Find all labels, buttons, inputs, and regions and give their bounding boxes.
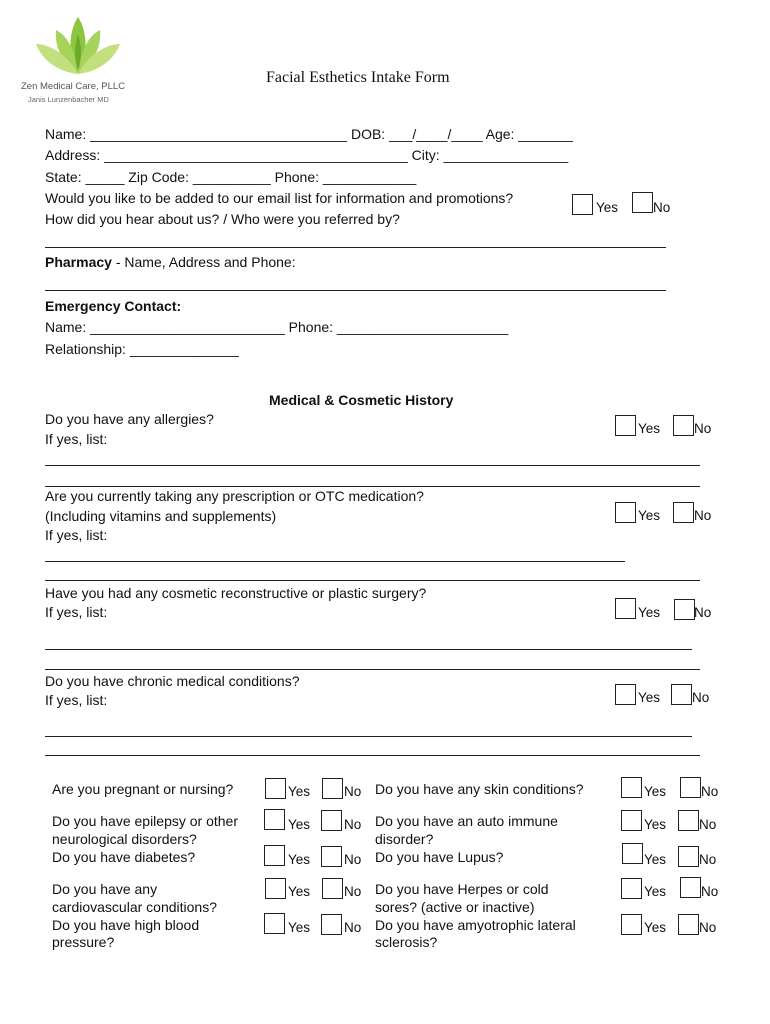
surgery-line-1[interactable]: [45, 649, 692, 650]
herpes-yes-label: Yes: [644, 884, 667, 899]
diabetes-yes-label: Yes: [288, 852, 311, 867]
medication-question: Are you currently taking any prescription or OTC medication?: [45, 488, 424, 504]
blood-pressure-yes-checkbox[interactable]: [264, 913, 285, 934]
lupus-question: Do you have Lupus?: [375, 849, 504, 865]
pregnant-yes-checkbox[interactable]: [265, 778, 286, 799]
email-yes-checkbox[interactable]: [572, 194, 593, 215]
lupus-no-checkbox[interactable]: [678, 846, 699, 867]
history-heading: Medical & Cosmetic History: [269, 392, 454, 408]
medication-yes-checkbox[interactable]: [615, 502, 636, 523]
medication-list-label: If yes, list:: [45, 527, 108, 543]
autoimmune-question: Do you have an auto immune: [375, 813, 558, 829]
cardio-question-cont: cardiovascular conditions?: [52, 899, 217, 915]
surgery-question: Have you had any cosmetic reconstructive or plastic surgery?: [45, 585, 427, 601]
cardio-no-checkbox[interactable]: [322, 878, 343, 899]
address-city-line[interactable]: Address: _______________________________________ City: ________________: [45, 147, 569, 163]
herpes-yes-checkbox[interactable]: [621, 878, 642, 899]
medication-yes-label: Yes: [638, 508, 661, 523]
logo-doctor-name: Janis Lunzenbacher MD: [28, 95, 109, 104]
pregnant-question: Are you pregnant or nursing?: [52, 781, 234, 797]
cardio-no-label: No: [344, 884, 362, 899]
autoimmune-question-cont: disorder?: [375, 831, 434, 847]
als-yes-label: Yes: [644, 920, 667, 935]
pregnant-yes-label: Yes: [288, 784, 311, 799]
pharmacy-bold: Pharmacy: [45, 254, 112, 270]
diabetes-yes-checkbox[interactable]: [264, 845, 285, 866]
allergies-yes-label: Yes: [638, 421, 661, 436]
blood-pressure-question-cont: pressure?: [52, 934, 115, 950]
pharmacy-rest: - Name, Address and Phone:: [111, 254, 296, 270]
allergies-line-2[interactable]: [45, 486, 700, 487]
autoimmune-yes-checkbox[interactable]: [621, 810, 642, 831]
als-no-checkbox[interactable]: [678, 914, 699, 935]
epilepsy-no-checkbox[interactable]: [321, 810, 342, 831]
skin-question: Do you have any skin conditions?: [375, 781, 584, 797]
herpes-question: Do you have Herpes or cold: [375, 881, 549, 897]
pharmacy-answer-line[interactable]: [45, 290, 666, 291]
autoimmune-no-checkbox[interactable]: [678, 810, 699, 831]
allergies-yes-checkbox[interactable]: [615, 415, 636, 436]
cardio-question: Do you have any: [52, 881, 158, 897]
epilepsy-yes-checkbox[interactable]: [264, 809, 285, 830]
chronic-list-label: If yes, list:: [45, 692, 108, 708]
allergies-list-label: If yes, list:: [45, 431, 108, 447]
medication-line-2[interactable]: [45, 580, 700, 581]
autoimmune-yes-label: Yes: [644, 817, 667, 832]
herpes-no-checkbox[interactable]: [680, 877, 701, 898]
cardio-yes-checkbox[interactable]: [265, 878, 286, 899]
chronic-line-1[interactable]: [45, 736, 692, 737]
medication-line-1[interactable]: [45, 561, 625, 562]
blood-pressure-no-checkbox[interactable]: [321, 914, 342, 935]
chronic-yes-label: Yes: [638, 690, 661, 705]
chronic-no-label: No: [692, 690, 710, 705]
allergies-question: Do you have any allergies?: [45, 411, 214, 427]
lotus-logo-icon: [28, 12, 128, 82]
epilepsy-no-label: No: [344, 817, 362, 832]
email-yes-label: Yes: [596, 200, 619, 215]
blood-pressure-no-label: No: [344, 920, 362, 935]
skin-no-label: No: [701, 784, 719, 799]
chronic-line-2[interactable]: [45, 755, 700, 756]
epilepsy-question: Do you have epilepsy or other: [52, 813, 238, 829]
emergency-heading: Emergency Contact:: [45, 298, 182, 314]
pharmacy-label: [45, 254, 296, 270]
chronic-yes-checkbox[interactable]: [615, 684, 636, 705]
emergency-name-phone-line[interactable]: Name: _________________________ Phone: ______________________: [45, 319, 509, 335]
diabetes-no-label: No: [344, 852, 362, 867]
surgery-yes-checkbox[interactable]: [615, 598, 636, 619]
blood-pressure-yes-label: Yes: [288, 920, 311, 935]
referral-answer-line[interactable]: [45, 247, 666, 248]
chronic-question: Do you have chronic medical conditions?: [45, 673, 300, 689]
herpes-question-cont: sores? (active or inactive): [375, 899, 535, 915]
name-dob-age-line[interactable]: Name: _________________________________ DOB: ___/____/____ Age: _______: [45, 126, 573, 142]
medication-note: (Including vitamins and supplements): [45, 508, 277, 524]
skin-no-checkbox[interactable]: [680, 777, 701, 798]
allergies-no-checkbox[interactable]: [673, 415, 694, 436]
medication-no-checkbox[interactable]: [673, 502, 694, 523]
diabetes-question: Do you have diabetes?: [52, 849, 196, 865]
blood-pressure-question: Do you have high blood: [52, 917, 200, 933]
cardio-yes-label: Yes: [288, 884, 311, 899]
email-no-checkbox[interactable]: [632, 192, 653, 213]
herpes-no-label: No: [701, 884, 719, 899]
epilepsy-question-cont: neurological disorders?: [52, 831, 197, 847]
lupus-yes-checkbox[interactable]: [622, 843, 643, 864]
als-yes-checkbox[interactable]: [621, 914, 642, 935]
als-question-cont: sclerosis?: [375, 934, 438, 950]
als-question: Do you have amyotrophic lateral: [375, 917, 576, 933]
diabetes-no-checkbox[interactable]: [321, 846, 342, 867]
pregnant-no-checkbox[interactable]: [322, 778, 343, 799]
surgery-list-label: If yes, list:: [45, 604, 108, 620]
autoimmune-no-label: No: [699, 817, 717, 832]
surgery-no-checkbox[interactable]: [674, 599, 695, 620]
surgery-line-2[interactable]: [45, 669, 700, 670]
epilepsy-yes-label: Yes: [288, 817, 311, 832]
chronic-no-checkbox[interactable]: [671, 684, 692, 705]
allergies-line-1[interactable]: [45, 465, 700, 466]
email-list-question: Would you like to be added to our email list for information and promotions?: [45, 190, 514, 206]
referral-question: How did you hear about us? / Who were you referred by?: [45, 211, 400, 227]
als-no-label: No: [699, 920, 717, 935]
surgery-no-label: No: [694, 605, 712, 620]
page-title: Facial Esthetics Intake Form: [266, 69, 450, 86]
skin-yes-label: Yes: [644, 784, 667, 799]
email-no-label: No: [653, 200, 671, 215]
lupus-yes-label: Yes: [644, 852, 667, 867]
emergency-relationship-line[interactable]: Relationship: ______________: [45, 341, 239, 357]
skin-yes-checkbox[interactable]: [621, 777, 642, 798]
state-zip-phone-line[interactable]: State: _____ Zip Code: __________ Phone: ____________: [45, 169, 417, 185]
allergies-no-label: No: [694, 421, 712, 436]
pregnant-no-label: No: [344, 784, 362, 799]
surgery-yes-label: Yes: [638, 605, 661, 620]
medication-no-label: No: [694, 508, 712, 523]
lupus-no-label: No: [699, 852, 717, 867]
logo-practice-name: Zen Medical Care, PLLC: [21, 81, 126, 92]
